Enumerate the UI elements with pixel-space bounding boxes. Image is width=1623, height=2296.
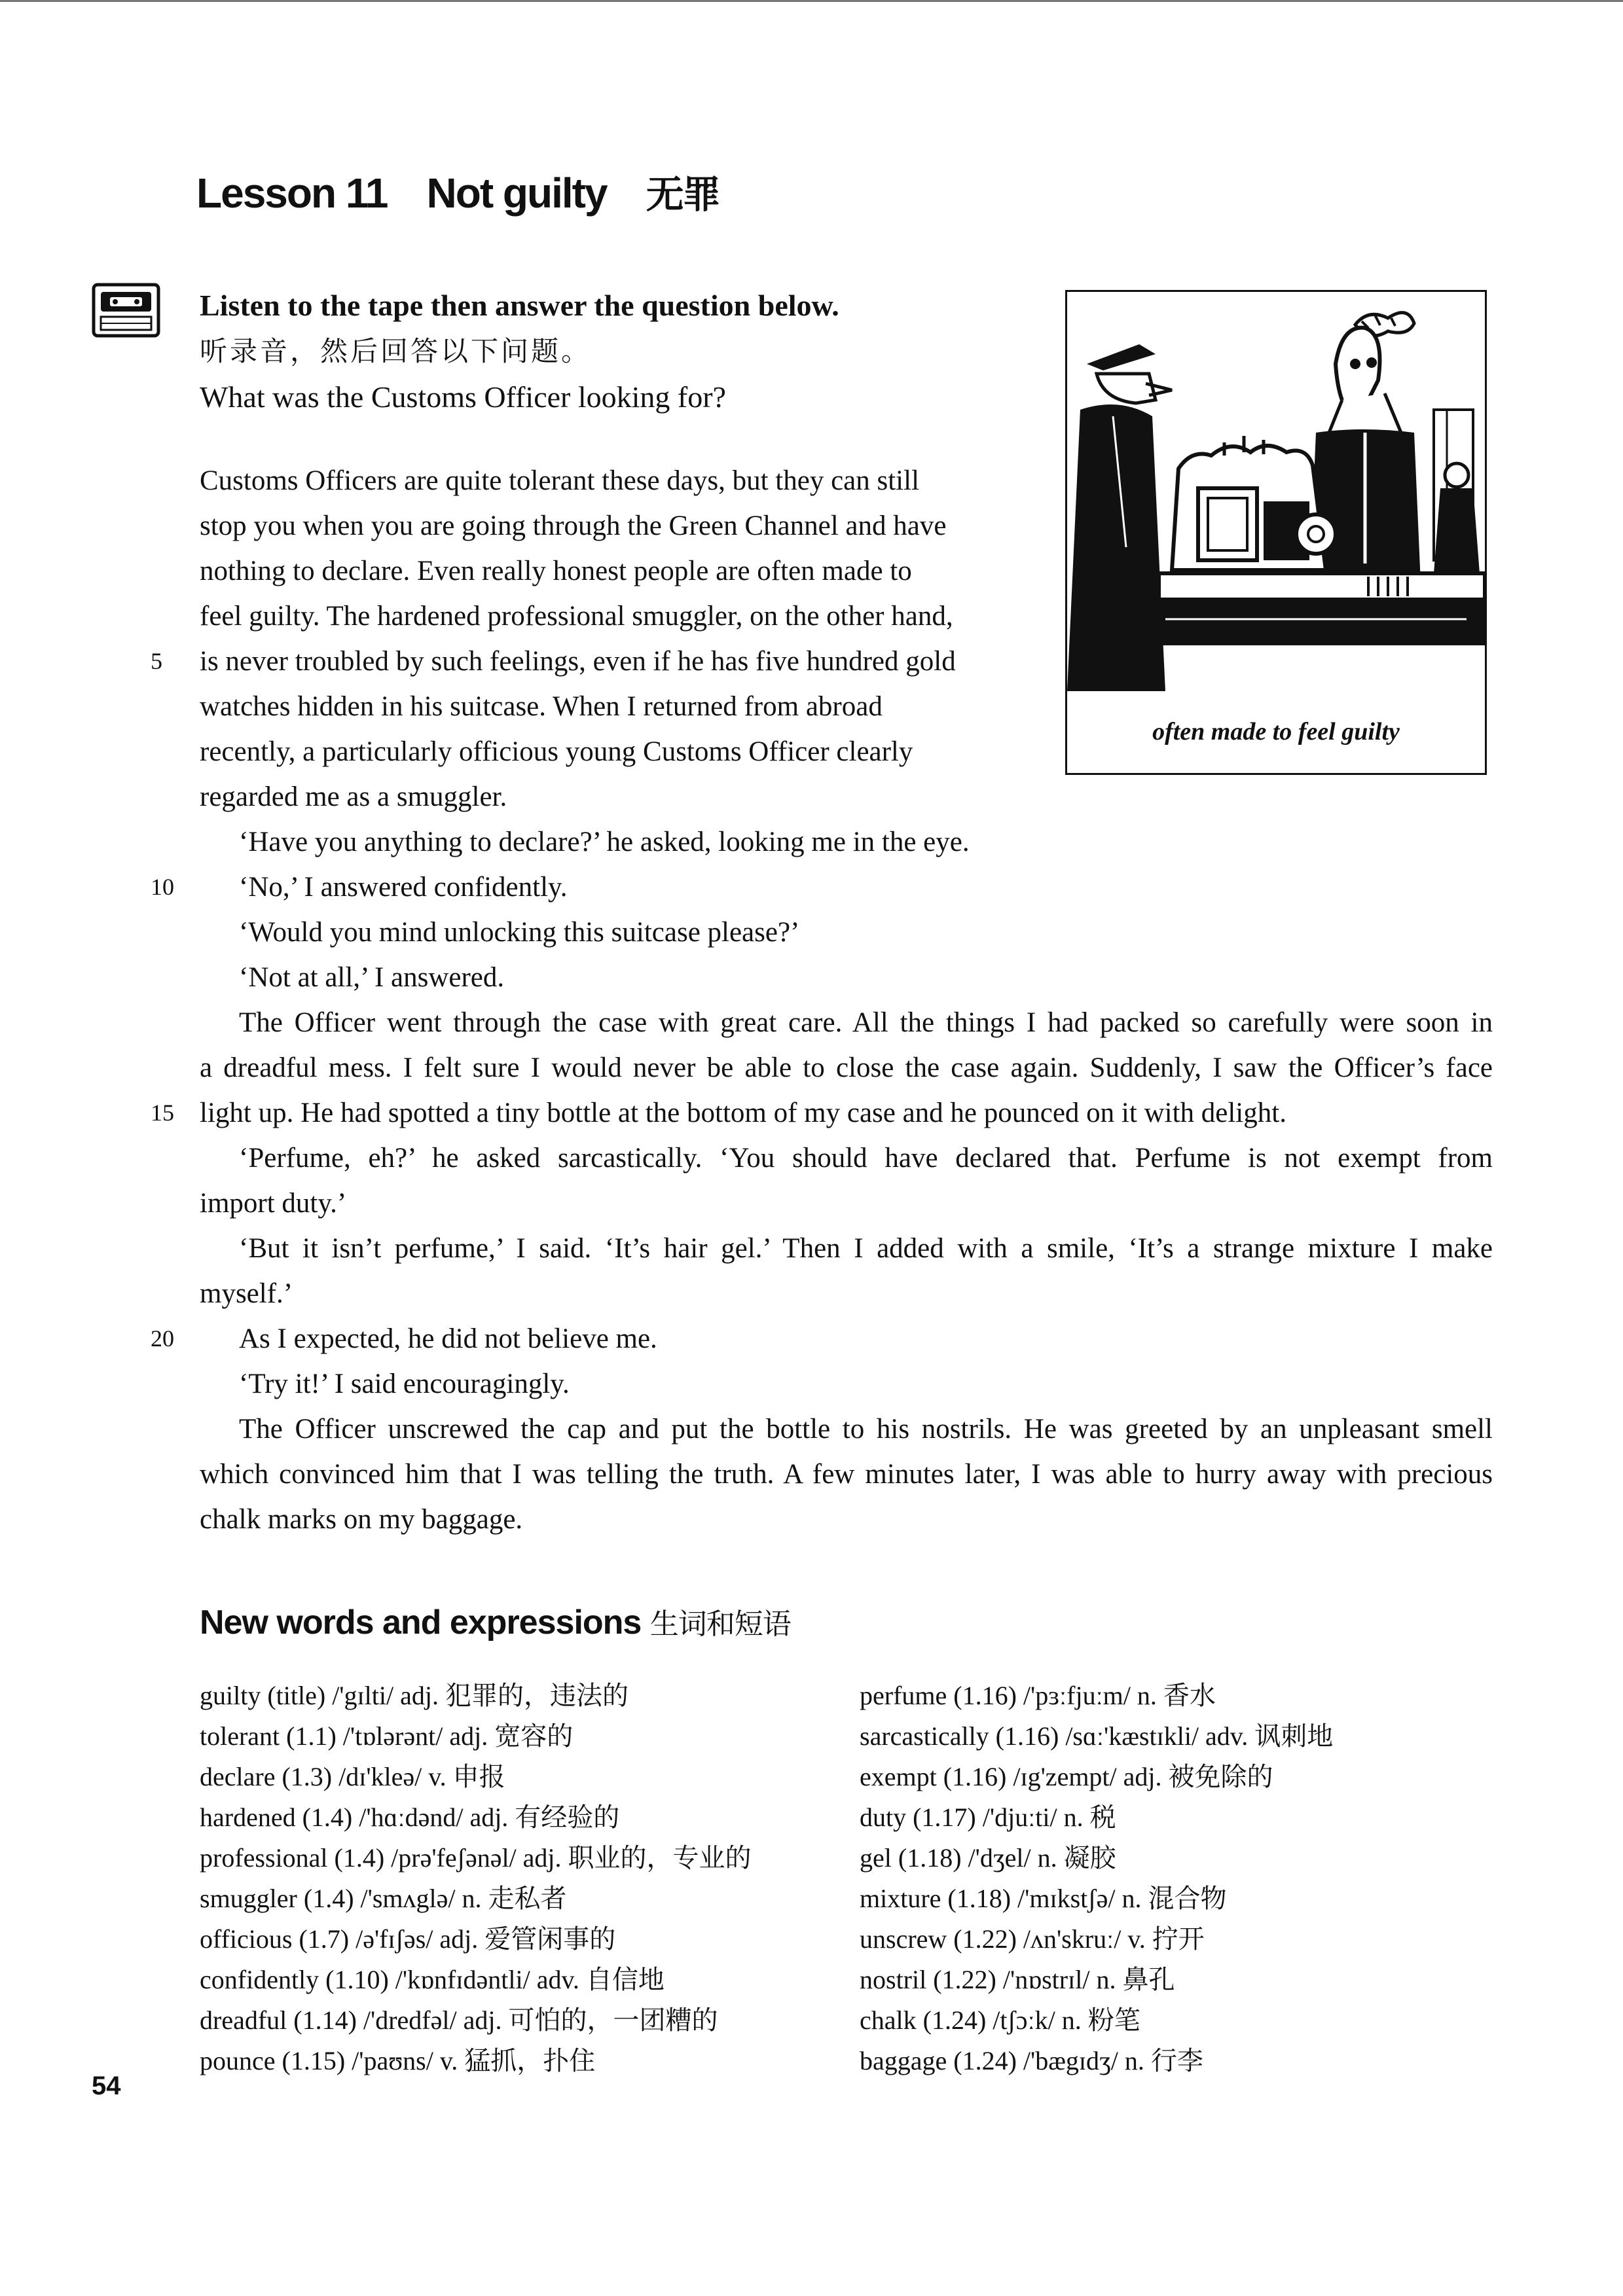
passage-line: recently, a particularly officious young Customs Officer clearly <box>200 736 913 767</box>
passage-line: ‘Not at all,’ I answered. <box>239 962 505 993</box>
passage-line: which convinced him that I was telling the truth. A few minutes later, I was able to hurry away with precious <box>200 1459 1493 1490</box>
vocab-entry: pounce (1.15) /'paʊns/ v. 猛抓，扑住 <box>200 2046 596 2075</box>
lesson-name: Not guilty <box>426 170 607 217</box>
lesson-number: Lesson 11 <box>196 170 388 217</box>
line-number: 15 <box>151 1100 174 1126</box>
vocab-entry: chalk (1.24) /tʃɔːk/ n. 粉笔 <box>860 2005 1140 2035</box>
line-number: 5 <box>151 648 162 674</box>
listening-instruction: Listen to the tape then answer the question below. <box>200 289 839 322</box>
passage-line: ‘Try it!’ I said encouragingly. <box>239 1369 570 1399</box>
passage-line: watches hidden in his suitcase. When I returned from abroad <box>200 691 883 722</box>
customs-cartoon-drawing <box>1067 292 1485 698</box>
listening-task <box>200 283 1018 420</box>
passage-line: nothing to declare. Even really honest people are often made to <box>200 556 912 586</box>
passage-line: stop you when you are going through the Green Channel and have <box>200 511 947 541</box>
listening-instruction-cn: 听录音，然后回答以下问题。 <box>200 335 592 367</box>
passage-line: ‘But it isn’t perfume,’ I said. ‘It’s hair gel.’ Then I added with a smile, ‘It’s a strange mixture I make <box>239 1233 1493 1264</box>
vocab-entry: exempt (1.16) /ɪg'zempt/ adj. 被免除的 <box>860 1762 1273 1791</box>
passage-line: is never troubled by such feelings, even if he has five hundred gold <box>200 646 956 677</box>
top-rule <box>0 0 1623 2</box>
passage-line: import duty.’ <box>200 1188 347 1219</box>
passage-line: ‘Perfume, eh?’ he asked sarcastically. ‘You should have declared that. Perfume is not exempt from <box>239 1143 1493 1174</box>
illustration-frame <box>1065 290 1487 775</box>
vocab-entry: hardened (1.4) /'hɑːdənd/ adj. 有经验的 <box>200 1803 620 1832</box>
vocabulary-list-left <box>200 1676 752 2081</box>
vocab-entry: tolerant (1.1) /'tɒlərənt/ adj. 宽容的 <box>200 1721 574 1751</box>
vocabulary-heading <box>200 1600 791 1642</box>
vocab-entry: mixture (1.18) /'mɪkstʃə/ n. 混合物 <box>860 1884 1227 1913</box>
passage-line: regarded me as a smuggler. <box>200 781 507 812</box>
line-number: 10 <box>151 874 174 900</box>
passage-line: myself.’ <box>200 1278 293 1309</box>
passage-line: a dreadful mess. I felt sure I would never be able to close the case again. Suddenly, I saw the Officer’s face <box>200 1052 1493 1083</box>
vocab-entry: sarcastically (1.16) /sɑː'kæstɪkli/ adv. 讽刺地 <box>860 1721 1334 1751</box>
vocab-entry: smuggler (1.4) /'smʌglə/ n. 走私者 <box>200 1884 567 1913</box>
vocab-entry: unscrew (1.22) /ʌn'skruː/ v. 拧开 <box>860 1924 1205 1954</box>
passage-line: ‘Have you anything to declare?’ he asked, looking me in the eye. <box>239 827 970 857</box>
passage-line: ‘No,’ I answered confidently. <box>239 872 568 903</box>
passage-line: chalk marks on my baggage. <box>200 1504 523 1535</box>
vocabulary-heading-cn: 生词和短语 <box>649 1607 791 1641</box>
vocabulary-heading-en: New words and expressions <box>200 1604 642 1641</box>
vocab-entry: nostril (1.22) /'nɒstrɪl/ n. 鼻孔 <box>860 1965 1175 1994</box>
passage-line: ‘Would you mind unlocking this suitcase please?’ <box>239 917 800 948</box>
vocab-entry: officious (1.7) /ə'fɪʃəs/ adj. 爱管闲事的 <box>200 1924 616 1954</box>
vocabulary-list-right <box>860 1676 1333 2081</box>
vocab-entry: gel (1.18) /'dʒel/ n. 凝胶 <box>860 1843 1116 1873</box>
passage-line: Customs Officers are quite tolerant these days, but they can still <box>200 465 920 496</box>
lesson-title <box>196 164 720 219</box>
vocab-entry: perfume (1.16) /'pɜːfjuːm/ n. 香水 <box>860 1681 1216 1710</box>
passage-line: As I expected, he did not believe me. <box>239 1323 657 1354</box>
cassette-tape-icon <box>92 283 160 338</box>
vocab-entry: guilty (title) /'gɪlti/ adj. 犯罪的，违法的 <box>200 1681 629 1710</box>
illustration-caption: often made to feel guilty <box>1152 718 1400 745</box>
vocab-entry: confidently (1.10) /'kɒnfɪdəntli/ adv. 自信地 <box>200 1965 665 1994</box>
vocab-entry: baggage (1.24) /'bægɪdʒ/ n. 行李 <box>860 2046 1203 2075</box>
passage-line: The Officer unscrewed the cap and put the bottle to his nostrils. He was greeted by an unpleasant smell <box>239 1414 1493 1444</box>
lesson-name-cn: 无罪 <box>646 172 720 217</box>
vocab-entry: declare (1.3) /dɪ'kleə/ v. 申报 <box>200 1762 505 1791</box>
passage-line: feel guilty. The hardened professional smuggler, on the other hand, <box>200 601 953 632</box>
line-number: 20 <box>151 1325 174 1352</box>
listening-question: What was the Customs Officer looking for? <box>200 380 726 414</box>
passage-line: light up. He had spotted a tiny bottle at the bottom of my case and he pounced on it with delight. <box>200 1098 1286 1128</box>
passage-line: The Officer went through the case with great care. All the things I had packed so carefully were soon in <box>239 1007 1493 1038</box>
vocab-entry: professional (1.4) /prə'feʃənəl/ adj. 职业的，专业的 <box>200 1843 752 1873</box>
page-number: 54 <box>92 2072 121 2100</box>
vocab-entry: dreadful (1.14) /'dredfəl/ adj. 可怕的，一团糟的 <box>200 2005 718 2035</box>
vocab-entry: duty (1.17) /'djuːti/ n. 税 <box>860 1803 1116 1832</box>
